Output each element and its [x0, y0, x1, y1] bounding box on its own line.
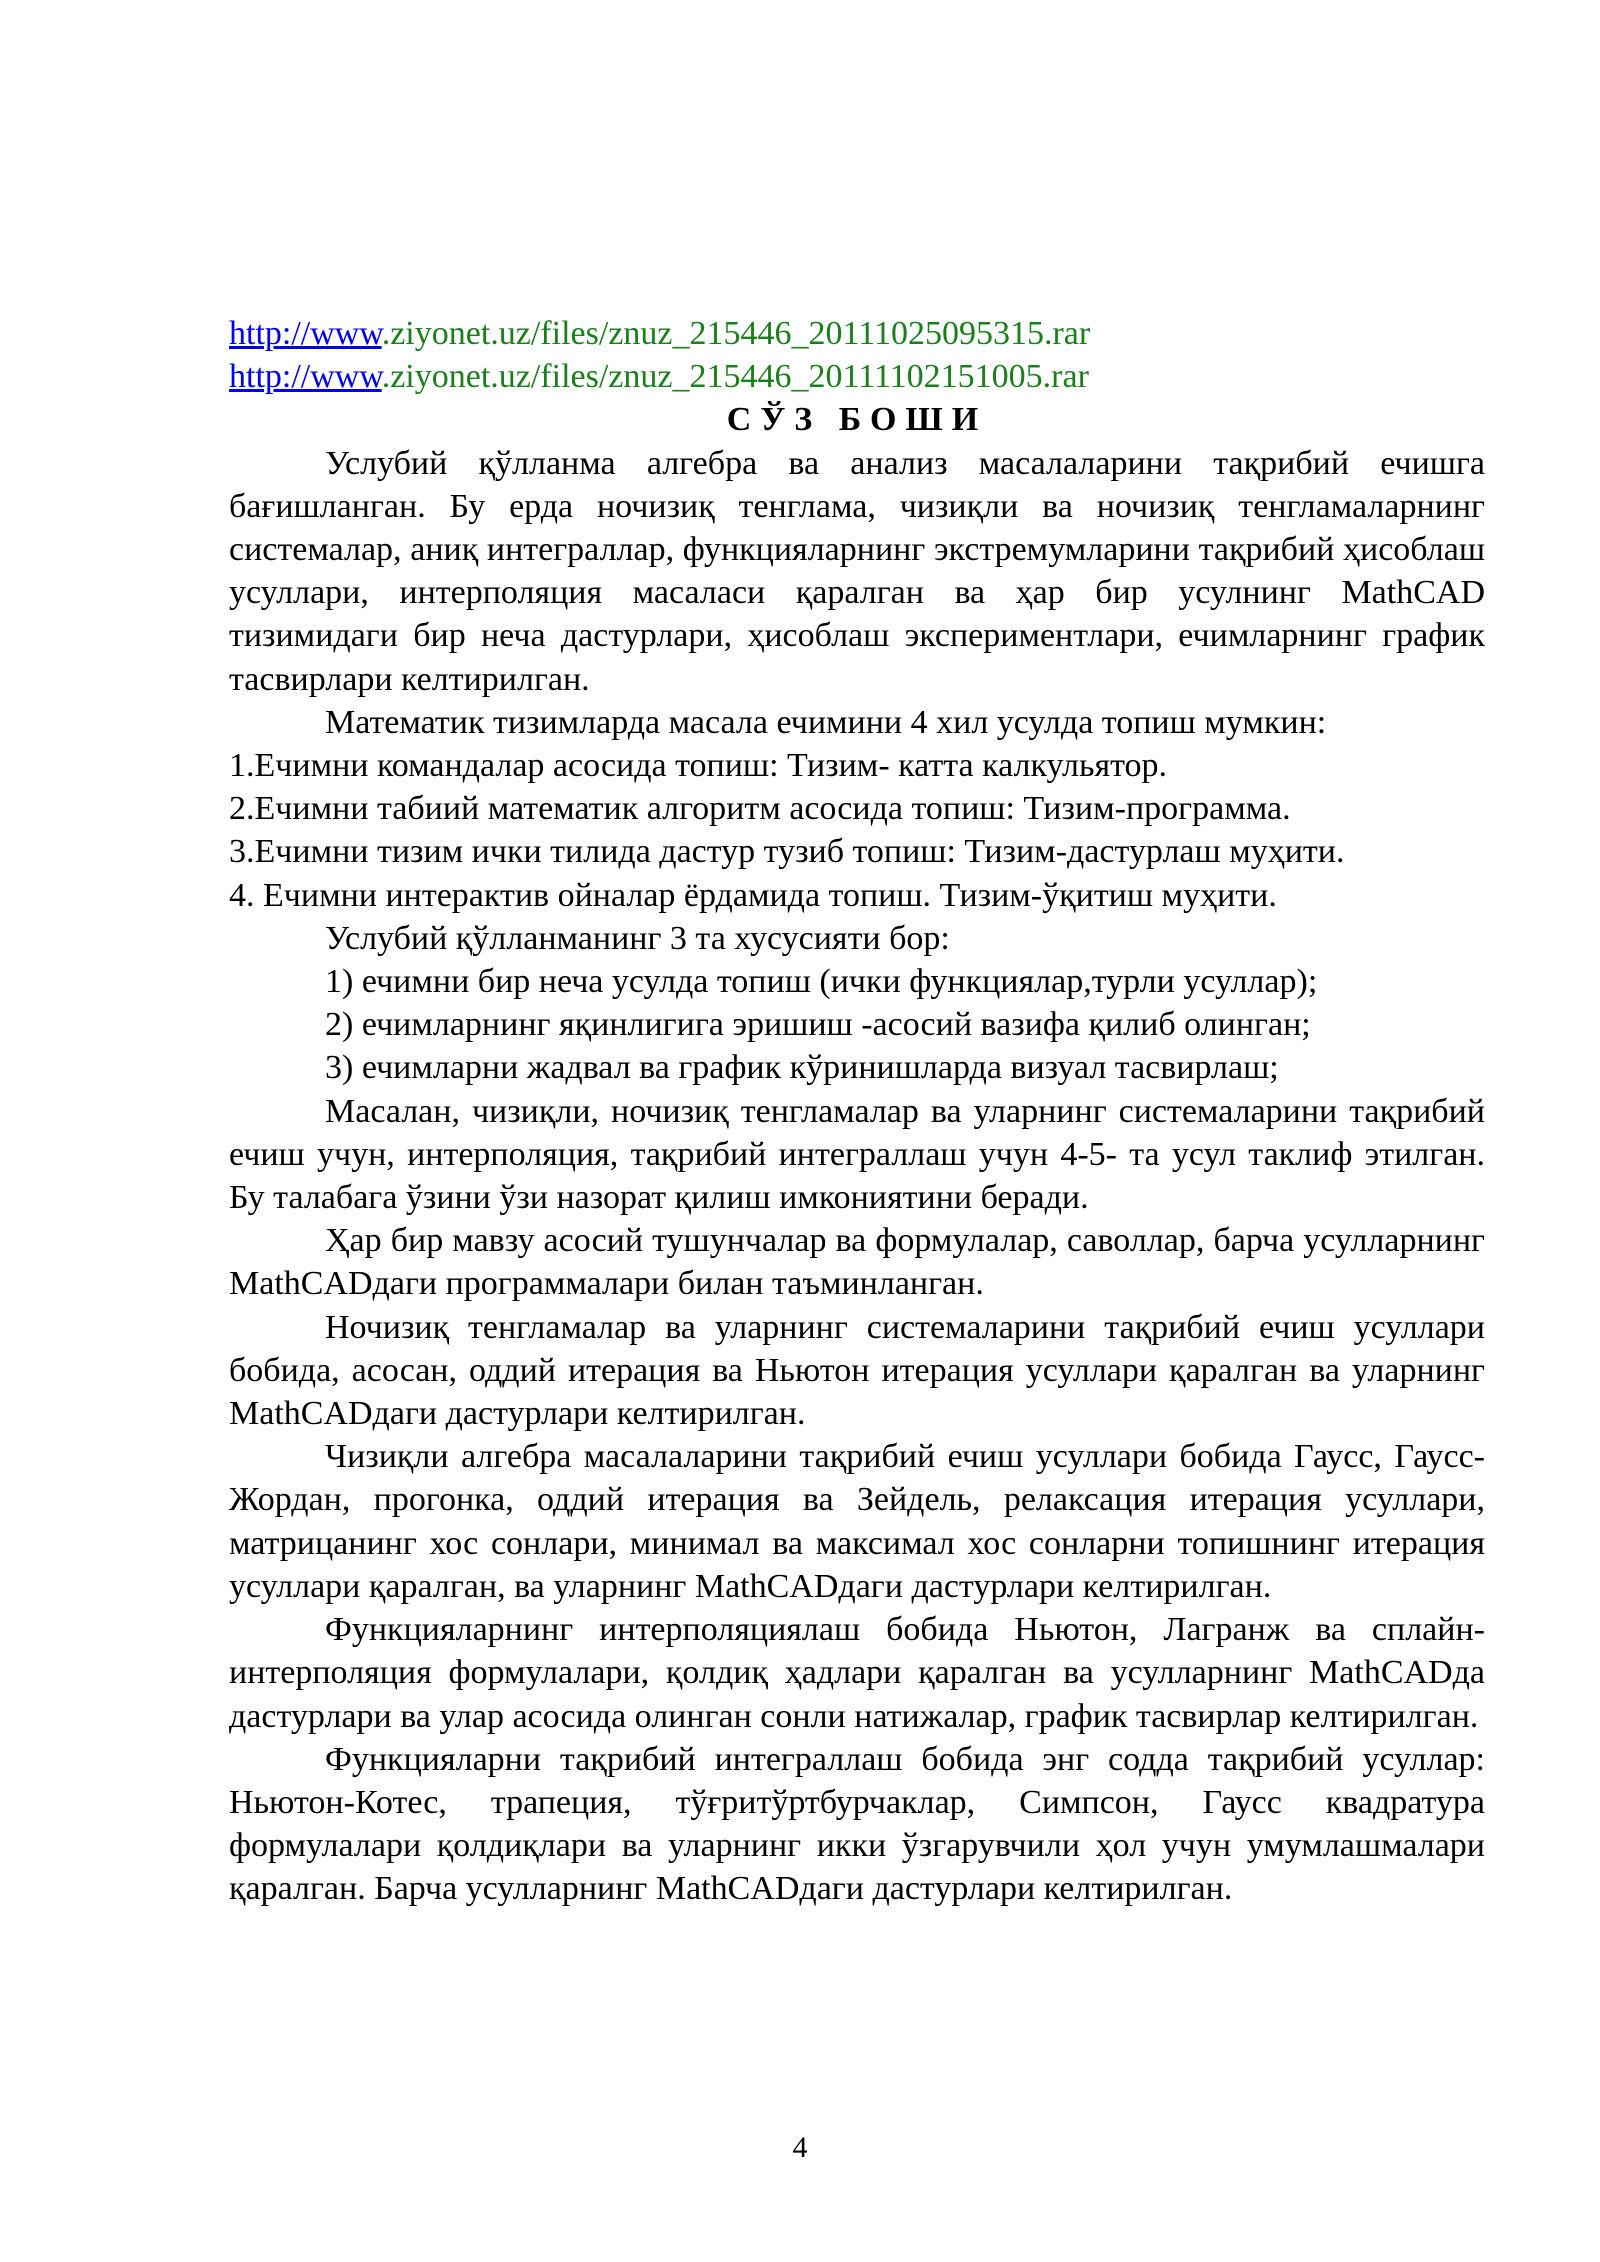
list-item-feature-3: 3) ечимларни жадвал ва график кўринишларда визуал тасвирлаш;	[325, 1049, 1279, 1087]
list-item-method-4: 4. Ечимни интерактив ойналар ёрдамида топиш. Тизим-ўқитиш муҳити.	[229, 876, 1277, 914]
page-number: 4	[792, 2131, 808, 2164]
paragraph-features-intro: Услубий қўлланманинг 3 та хусусияти бор:	[325, 919, 950, 957]
paragraph-topics: Ҳар бир мавзу асосий тушунчалар ва формулалар, саволлар, барча усулларнинг MathCADдаги программалари билан таъминланган.	[229, 1222, 1485, 1303]
paragraph-linear-algebra: Чизиқли алгебра масалаларини тақрибий ечиш усуллари бобида Гаусс, Гаусс-Жордан, прогонка, оддий итерация ва Зейдель, релаксация итерация усуллари, матрицанинг хос сонлари, минимал ва максимал хос сонларни топишнинг итерация усуллари қаралган, ва уларнинг MathCADдаги дастурлари келтирилган.	[229, 1438, 1485, 1605]
source-link-1[interactable]	[229, 312, 1485, 355]
list-item-method-2: 2.Ечимни табиий математик алгоритм асосида топиш: Тизим-программа.	[229, 790, 1291, 828]
link-path: .ziyonet.uz/files/znuz_215446_20111102151005.rar	[381, 358, 1089, 396]
link-protocol[interactable]: http://www	[229, 358, 382, 396]
list-item-method-1: 1.Ечимни командалар асосида топиш: Тизим- катта калкульятор.	[229, 747, 1168, 785]
paragraph-example: Масалан, чизиқли, ночизиқ тенгламалар ва уларнинг системаларини тақрибий ечиш учун, интерполяция, тақрибий интеграллаш учун 4-5- та усул таклиф этилган. Бу талабага ўзини ўзи назорат қилиш имкониятини беради.	[229, 1092, 1485, 1217]
list-item-feature-2: 2) ечимларнинг яқинлигига эришиш -асосий вазифа қилиб олинган;	[325, 1006, 1311, 1044]
paragraph-interpolation: Функцияларнинг интерполяциялаш бобида Ньютон, Лагранж ва сплайн-интерполяция формулалари, қолдиқ ҳадлари қаралган ва усулларнинг MathCADда дастурлари ва улар асосида олинган сонли натижалар, график тасвирлар келтирилган.	[229, 1611, 1485, 1735]
source-link-2[interactable]	[229, 355, 1485, 398]
paragraph-integration: Функцияларни тақрибий интеграллаш бобида энг содда тақрибий усуллар: Ньютон-Котес, трапеция, тўғритўртбурчаклар, Симпсон, Гаусс квадратура формулалари қолдиқлари ва уларнинг икки ўзгарувчили ҳол учун умумлашмалари қаралган. Барча усулларнинг MathCADдаги дастурлари келтирилган.	[229, 1740, 1485, 1908]
paragraph-intro: Услубий қўлланма алгебра ва анализ масалаларини тақрибий ечишга бағишланган. Бу ерда ночизиқ тенглама, чизиқли ва ночизиқ тенгламаларнинг системалар, аниқ интеграллар, функцияларнинг экстремумларини тақрибий ҳисоблаш усуллари, интерполяция масаласи қаралган ва ҳар бир усулнинг MathCAD тизимидаги бир неча дастурлари, ҳисоблаш экспериментлари, ечимларнинг график тасвирлари келтирилган.	[229, 444, 1485, 698]
paragraph-methods-intro: Математик тизимларда масала ечимини 4 хил усулда топиш мумкин:	[325, 703, 1327, 741]
section-heading: СЎЗ БОШИ	[726, 401, 988, 439]
paragraph-nonlinear: Ночизиқ тенгламалар ва уларнинг системаларини тақрибий ечиш усуллари бобида, асосан, оддий итерация ва Ньютон итерация усуллари қаралган ва уларнинг MathCADдаги дастурлари келтирилган.	[229, 1308, 1485, 1433]
link-protocol[interactable]: http://www	[229, 315, 382, 352]
list-item-method-3: 3.Ечимни тизим ички тилида дастур тузиб топиш: Тизим-дастурлаш муҳити.	[229, 833, 1345, 871]
list-item-feature-1: 1) ечимни бир неча усулда топиш (ички функциялар,турли усуллар);	[325, 963, 1318, 1001]
document-body	[229, 312, 1485, 1911]
link-path: .ziyonet.uz/files/znuz_215446_20111025095315.rar	[381, 315, 1091, 352]
